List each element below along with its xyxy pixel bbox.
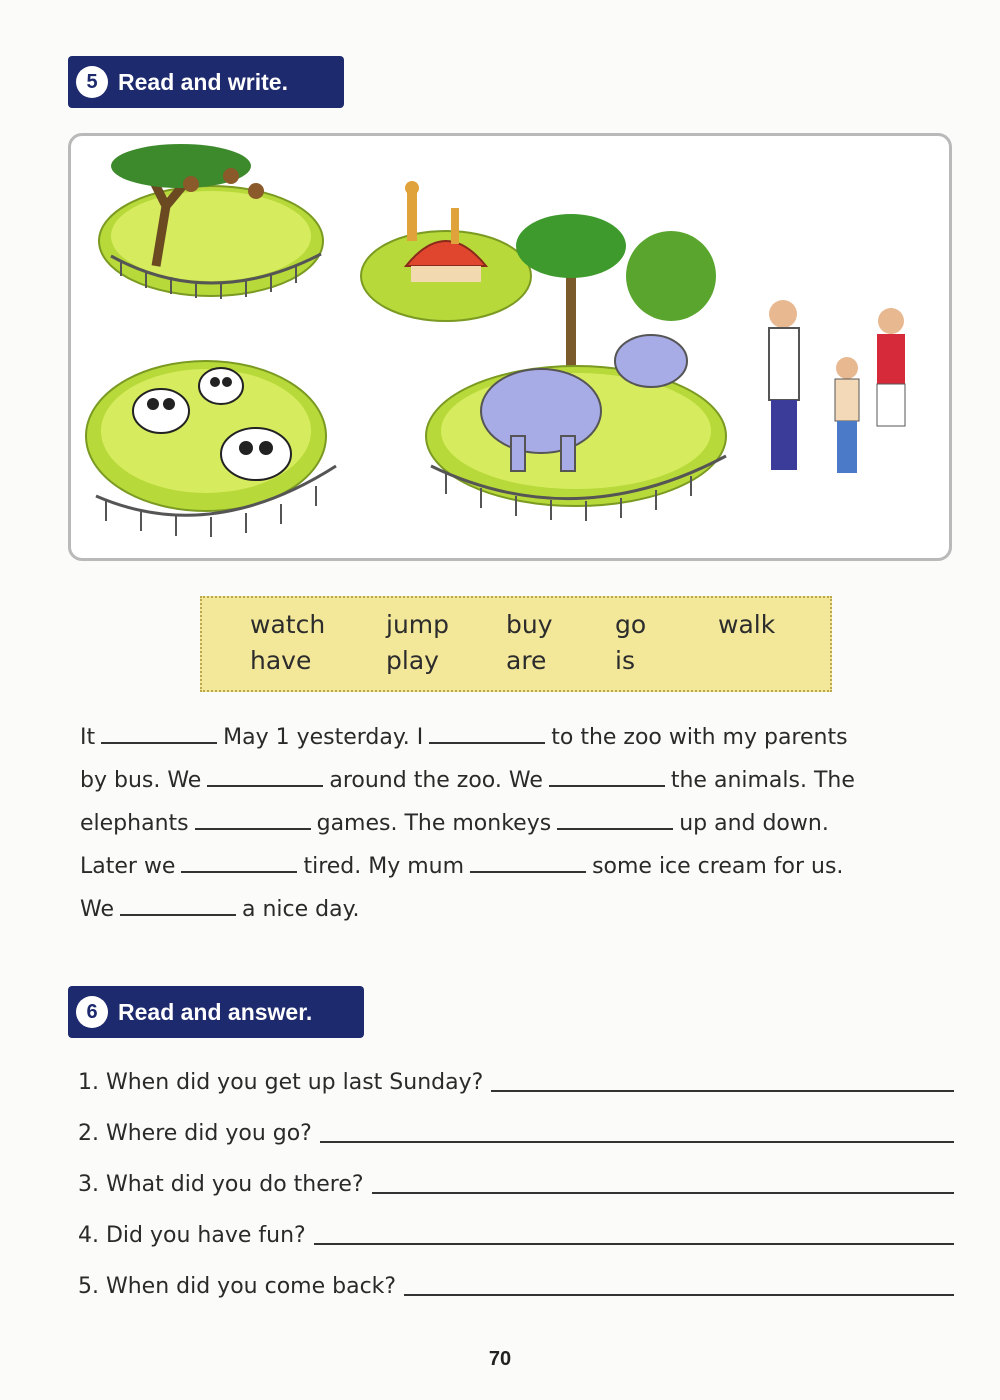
passage-text: to the zoo with my parents	[551, 725, 848, 750]
question-row	[78, 1211, 954, 1251]
page-number: 70	[488, 1348, 512, 1370]
answer-blank[interactable]	[207, 763, 323, 787]
answer-line[interactable]	[372, 1191, 954, 1194]
question-text: 5. When did you come back?	[78, 1274, 397, 1299]
passage-text: the animals. The	[670, 768, 855, 793]
question-row	[78, 1109, 954, 1149]
answer-line[interactable]	[404, 1293, 954, 1296]
passage	[80, 716, 940, 931]
exercise-6-title: Read and answer.	[118, 998, 313, 1025]
passage-text: May 1 yesterday. I	[223, 725, 424, 750]
word-bank	[200, 596, 832, 692]
exercise-5-heading	[68, 56, 344, 108]
question-text: 4. Did you have fun?	[78, 1223, 306, 1248]
word-bank-item: are	[506, 646, 547, 675]
passage-line-2	[80, 759, 940, 802]
passage-text: Later we	[80, 854, 176, 879]
answer-blank[interactable]	[429, 720, 545, 744]
question-row	[78, 1262, 954, 1302]
word-bank-item: is	[615, 646, 635, 675]
passage-text: by bus. We	[80, 768, 202, 793]
question-text: 3. What did you do there?	[78, 1172, 364, 1197]
word-bank-item: walk	[718, 610, 776, 639]
passage-text: elephants	[80, 811, 189, 836]
answer-line[interactable]	[491, 1089, 954, 1092]
answer-blank[interactable]	[549, 763, 665, 787]
word-bank-item: buy	[506, 610, 553, 639]
zoo-illustration	[68, 133, 952, 561]
exercise-6-heading	[68, 986, 364, 1038]
exercise-5-title: Read and write.	[118, 68, 288, 95]
question-text: 2. Where did you go?	[78, 1121, 312, 1146]
giraffe-enclosure	[361, 181, 531, 321]
word-bank-item: have	[250, 646, 312, 675]
word-bank-item: watch	[250, 610, 326, 639]
family-figures	[769, 300, 905, 473]
answer-line[interactable]	[314, 1242, 954, 1245]
answer-blank[interactable]	[101, 720, 217, 744]
answer-blank[interactable]	[181, 849, 297, 873]
answer-line[interactable]	[320, 1140, 954, 1143]
answer-blank[interactable]	[195, 806, 311, 830]
answer-blank[interactable]	[120, 892, 236, 916]
passage-text: It	[80, 725, 96, 750]
passage-text: around the zoo. We	[329, 768, 543, 793]
word-bank-item: jump	[386, 610, 450, 639]
passage-text: up and down.	[679, 811, 829, 836]
passage-text: tired. My mum	[303, 854, 465, 879]
word-bank-item: go	[615, 610, 647, 639]
monkey-enclosure	[99, 144, 323, 299]
question-row	[78, 1058, 954, 1098]
passage-text: games. The monkeys	[316, 811, 552, 836]
question-text: 1. When did you get up last Sunday?	[78, 1070, 484, 1095]
passage-line-1	[80, 716, 940, 759]
passage-line-3	[80, 802, 940, 845]
answer-blank[interactable]	[470, 849, 586, 873]
answer-blank[interactable]	[557, 806, 673, 830]
exercise-6-number: 6	[76, 996, 108, 1028]
panda-enclosure	[86, 361, 336, 537]
exercise-5-number: 5	[76, 66, 108, 98]
passage-text: a nice day.	[242, 897, 360, 922]
passage-line-4	[80, 845, 940, 888]
passage-line-5	[80, 888, 940, 931]
question-row	[78, 1160, 954, 1200]
passage-text: some ice cream for us.	[592, 854, 844, 879]
passage-text: We	[80, 897, 114, 922]
word-bank-item: play	[386, 646, 439, 675]
